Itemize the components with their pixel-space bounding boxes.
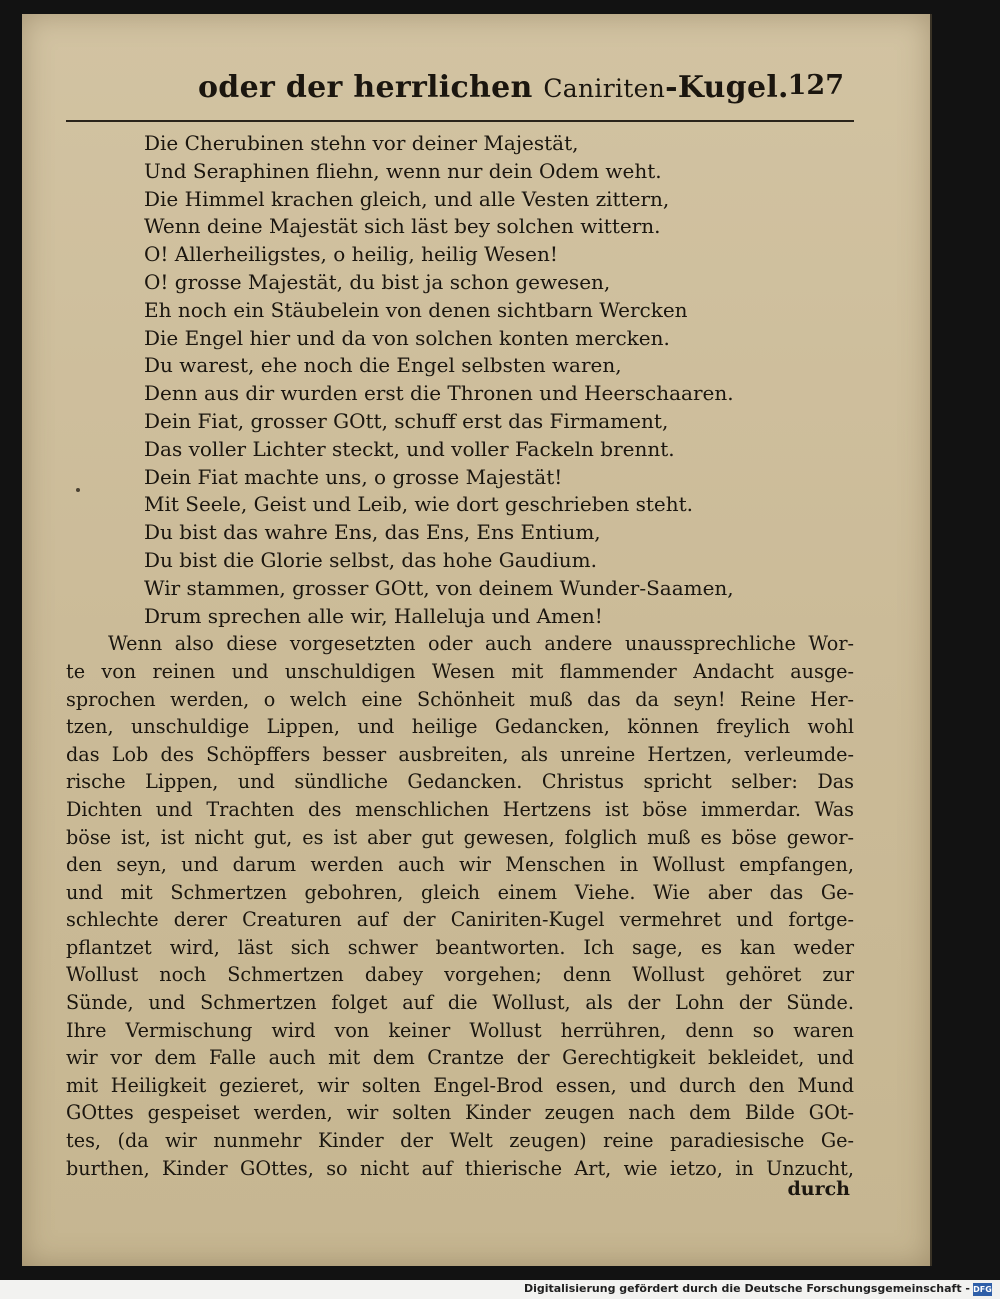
poem-line: Und Seraphinen fliehn, wenn nur dein Odem weht. — [144, 158, 662, 183]
prose-line: wir vor dem Falle auch mit dem Crantze der Gerechtigkeit bekleidet, und — [66, 1046, 854, 1070]
page-content — [66, 60, 854, 1210]
poem-line: Du warest, ehe noch die Engel selbsten waren, — [144, 353, 622, 378]
poem-block — [144, 130, 804, 630]
prose-line: böse ist, ist nicht gut, es ist aber gut gewesen, folglich muß es böse gewor- — [66, 825, 854, 849]
poem-line: Eh noch ein Stäubelein von denen sichtbarn Wercken — [144, 297, 688, 322]
prose-line: te von reinen und unschuldigen Wesen mit flammender Andacht ausge- — [66, 659, 854, 683]
dfg-logo-icon: DFG — [973, 1285, 992, 1294]
prose-line: mit Heiligkeit gezieret, wir solten Engel-Brod essen, und durch den Mund — [66, 1073, 854, 1097]
poem-line: Du bist das wahre Ens, das Ens, Ens Entium, — [144, 520, 601, 545]
prose-line: Wollust noch Schmertzen dabey vorgehen; denn Wollust gehöret zur — [66, 963, 854, 987]
running-head-end: -Kugel. — [665, 70, 789, 105]
prose-line: rische Lippen, und sündliche Gedancken. Christus spricht selber: Das — [66, 770, 854, 794]
poem-line: Wir stammen, grosser GOtt, von deinem Wunder-Saamen, — [144, 575, 734, 600]
poem-line: Denn aus dir wurden erst die Thronen und Heerschaaren. — [144, 381, 734, 406]
poem-line: Wenn deine Majestät sich läst bey solchen wittern. — [144, 214, 661, 239]
prose-line: Sünde, und Schmertzen folget auf die Wollust, als der Lohn der Sünde. — [66, 991, 854, 1015]
poem-line: Das voller Lichter steckt, und voller Fackeln brennt. — [144, 436, 675, 461]
poem-line: O! grosse Majestät, du bist ja schon gewesen, — [144, 269, 611, 294]
prose-line: sprochen werden, o welch eine Schönheit muß das da seyn! Reine Her- — [66, 687, 854, 711]
prose-line: tes, (da wir nunmehr Kinder der Welt zeugen) reine paradiesische Ge- — [66, 1129, 854, 1153]
poem-line: Die Himmel krachen gleich, und alle Vesten zittern, — [144, 186, 670, 211]
poem-line: Du bist die Glorie selbst, das hohe Gaudium. — [144, 547, 597, 572]
digitization-footer — [0, 1280, 1000, 1299]
page-header — [66, 60, 854, 122]
prose-line: Wenn also diese vorgesetzten oder auch andere unaussprechliche Wor- — [108, 632, 854, 656]
running-head-german: oder der herrlichen — [198, 70, 533, 105]
prose-line: burthen, Kinder GOttes, so nicht auf thierische Art, wie ietzo, in Unzucht, — [66, 1156, 854, 1180]
poem-line: Dein Fiat, grosser GOtt, schuff erst das Firmament, — [144, 408, 669, 433]
prose-line: pflantzet wird, läst sich schwer beantworten. Ich sage, es kan weder — [66, 935, 854, 959]
prose-line: das Lob des Schöpffers besser ausbreiten, als unreine Hertzen, verleumde- — [66, 742, 854, 766]
poem-line: O! Allerheiligstes, o heilig, heilig Wesen! — [144, 242, 558, 267]
footer-credit-text: Digitalisierung gefördert durch die Deutsche Forschungsgemeinschaft - — [523, 1282, 970, 1295]
catchword: durch — [787, 1178, 850, 1200]
prose-line: den seyn, und darum werden auch wir Menschen in Wollust empfangen, — [66, 853, 854, 877]
prose-line: schlechte derer Creaturen auf der Caniriten-Kugel vermehret und fortge- — [66, 908, 854, 932]
poem-line: Mit Seele, Geist und Leib, wie dort geschrieben steht. — [144, 492, 693, 517]
poem-line: Dein Fiat machte uns, o grosse Majestät! — [144, 464, 563, 489]
page-number: 127 — [787, 70, 844, 101]
poem-line: Die Cherubinen stehn vor deiner Majestät, — [144, 131, 579, 155]
book-page — [22, 14, 932, 1266]
margin-mark — [76, 488, 80, 492]
running-head-latin: Caniriten — [543, 74, 666, 103]
poem-line: Drum sprechen alle wir, Halleluja und Amen! — [144, 603, 603, 628]
running-head — [198, 70, 789, 105]
prose-line: und mit Schmertzen gebohren, gleich einem Viehe. Wie aber das Ge- — [66, 880, 854, 904]
prose-block — [66, 630, 854, 1182]
prose-line: Ihre Vermischung wird von keiner Wollust herrühren, denn so waren — [66, 1018, 854, 1042]
poem-line: Die Engel hier und da von solchen konten mercken. — [144, 325, 670, 350]
prose-line: GOttes gespeiset werden, wir solten Kinder zeugen nach dem Bilde GOt- — [66, 1101, 854, 1125]
prose-line: tzen, unschuldige Lippen, und heilige Gedancken, können freylich wohl — [66, 715, 854, 739]
prose-line: Dichten und Trachten des menschlichen Hertzens ist böse immerdar. Was — [66, 797, 854, 821]
